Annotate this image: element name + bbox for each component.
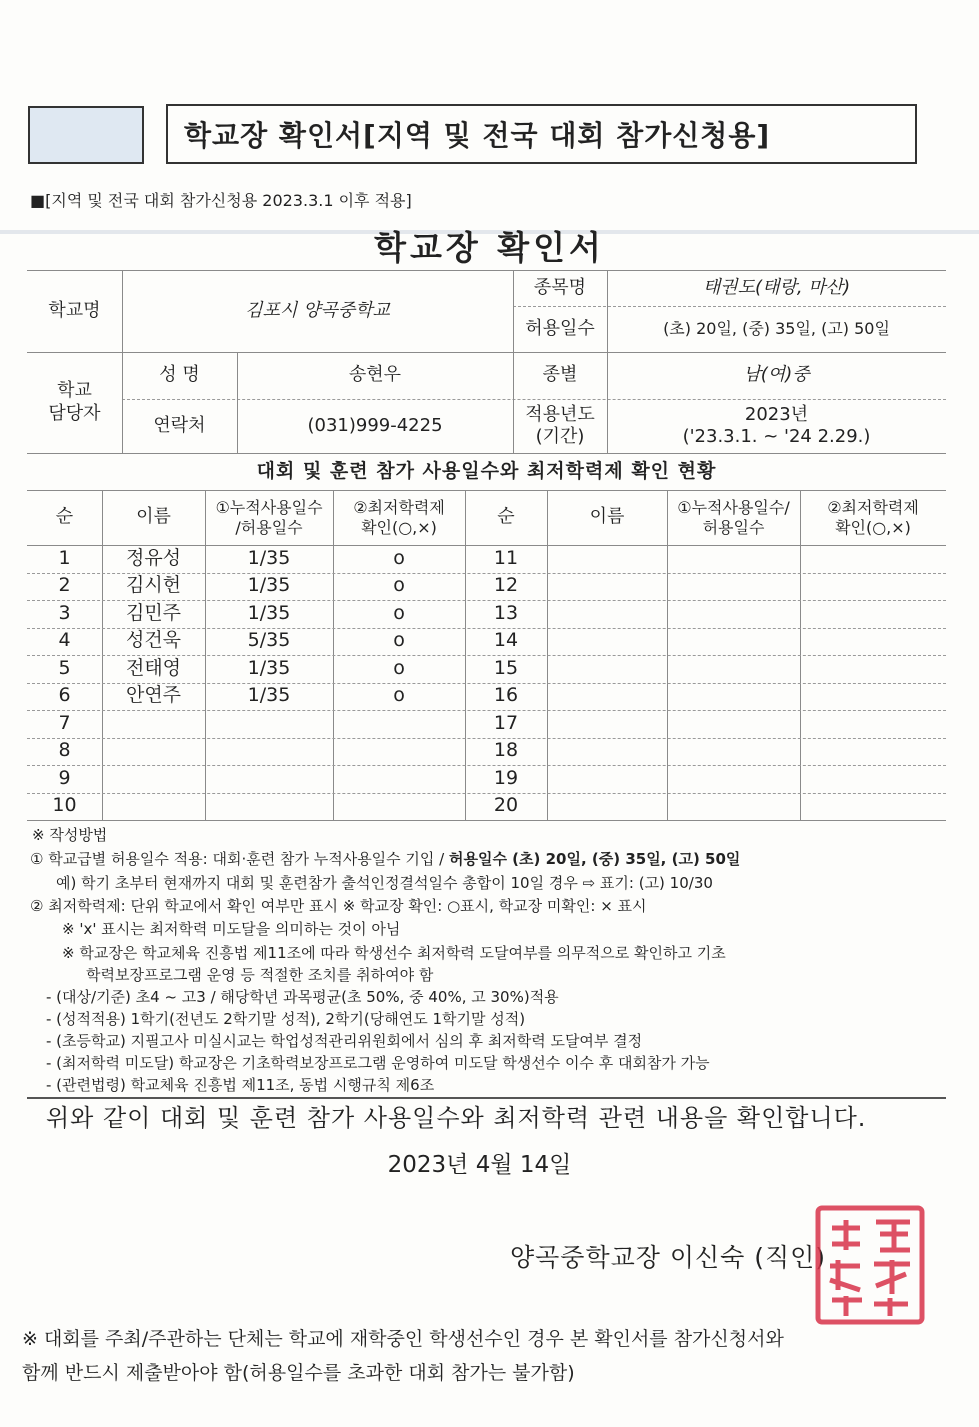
row-left-no: 8 [58, 739, 71, 762]
row-left-check [333, 765, 465, 793]
note-6: 학력보장프로그램 운영 등 적절한 조치를 취하여야 함 [86, 966, 434, 984]
row-right-days [667, 545, 800, 573]
row-left-name: 정유성 [125, 546, 182, 569]
school-value: 김포시 양곡중학교 [245, 299, 390, 321]
note-1: ① 학교급별 허용일수 적용: 대회·훈련 참가 누적사용일수 기입 / 허용일수 (초) 20일, (중) 35일, (고) 50일 [30, 850, 741, 868]
row-right-no: 20 [493, 794, 519, 817]
row-right-no: 14 [493, 629, 519, 652]
row-right-days [667, 600, 800, 628]
row-right-no: 19 [493, 766, 519, 789]
allowed-value: (초) 20일, (중) 35일, (고) 50일 [663, 319, 890, 338]
gender-label: 종별 [542, 364, 578, 386]
note-2: 예) 학기 초부터 현재까지 대회 및 훈련참가 출석인정결석일수 총합이 10일 경우 ⇨ 표기: (고) 10/30 [56, 874, 713, 892]
contact-value: (031)999-4225 [307, 414, 443, 436]
row-left-name: 안연주 [125, 684, 182, 707]
row-left-days [205, 765, 333, 793]
principal-signature: 양곡중학교장 이신숙 (직인) [510, 1243, 827, 1272]
row-right-name [547, 765, 667, 793]
event-label: 종목명 [533, 276, 587, 298]
row-left-days: 1/35 [247, 684, 291, 707]
year-label: 적용년도 (기간) [525, 403, 595, 447]
header-no-right: 순 [497, 506, 515, 528]
row-right-name [547, 628, 667, 656]
row-left-no: 4 [58, 629, 71, 652]
row-right-days [667, 683, 800, 711]
confirm-statement: 위와 같이 대회 및 훈련 참가 사용일수와 최저학력 관련 내용을 확인합니다. [46, 1104, 867, 1132]
row-right-check [800, 655, 946, 683]
note-5: ※ 학교장은 학교체육 진흥법 제11조에 따라 학생선수 최저학력 도달여부를 의무적으로 확인하고 기초 [62, 944, 726, 962]
header-no-left: 순 [55, 506, 74, 528]
header-days-left: ①누적사용일수 /허용일수 [215, 497, 323, 537]
issue-date: 2023년 4월 14일 [387, 1152, 572, 1178]
row-left-name: 김시헌 [125, 574, 182, 597]
header-name-right: 이름 [589, 506, 625, 528]
note-11: - (관련법령) 학교체육 진흥법 제11조, 동법 시행규칙 제6조 [46, 1076, 435, 1094]
row-left-name: 김민주 [125, 601, 182, 624]
row-right-check [800, 628, 946, 656]
row-right-name [547, 738, 667, 766]
row-left-no: 7 [58, 711, 71, 734]
gender-value: 남(여)중 [743, 364, 810, 386]
row-left-name: 전태영 [125, 656, 182, 679]
row-left-check [333, 738, 465, 766]
row-right-check [800, 710, 946, 738]
row-right-no: 15 [493, 656, 519, 679]
manager-label: 학교 담당자 [48, 380, 101, 424]
row-right-no: 18 [493, 739, 519, 762]
row-left-check: o [393, 601, 405, 624]
row-right-no: 13 [493, 601, 519, 624]
row-left-no: 10 [52, 794, 77, 817]
row-left-check: o [393, 546, 405, 569]
row-right-check [800, 545, 946, 573]
row-left-check: o [393, 629, 405, 652]
row-left-check: o [393, 684, 405, 707]
row-left-no: 6 [58, 684, 71, 707]
row-right-check [800, 793, 946, 821]
note-3: ② 최저학력제: 단위 학교에서 확인 여부만 표시 ※ 학교장 확인: ○표시, 학교장 미확인: × 표시 [30, 897, 647, 915]
row-right-name [547, 655, 667, 683]
row-left-name: 성건욱 [125, 629, 182, 652]
row-left-name [102, 765, 205, 793]
footer-note-1: ※ 대회를 주최/주관하는 단체는 학교에 재학중인 학생선수인 경우 본 확인서를 참가신청서와 [22, 1328, 784, 1350]
row-left-no: 9 [58, 766, 71, 789]
row-left-days: 1/35 [247, 574, 291, 597]
row-right-check [800, 765, 946, 793]
row-right-name [547, 600, 667, 628]
subtitle: ■[지역 및 전국 대회 참가신청용 2023.3.1 이후 적용] [30, 191, 412, 210]
row-left-days [205, 793, 333, 821]
row-right-check [800, 683, 946, 711]
row-left-no: 2 [58, 574, 71, 597]
row-left-days: 1/35 [247, 546, 291, 569]
row-left-check [333, 793, 465, 821]
header-days-right: ①누적사용일수/ 허용일수 [677, 497, 790, 537]
row-left-no: 1 [58, 546, 71, 569]
allowed-label: 허용일수 [525, 317, 595, 339]
name-label: 성 명 [159, 364, 200, 386]
official-seal-icon [810, 1200, 930, 1330]
row-right-no: 11 [493, 546, 519, 569]
row-right-days [667, 793, 800, 821]
row-right-check [800, 600, 946, 628]
row-right-days [667, 628, 800, 656]
row-left-days: 1/35 [247, 656, 291, 679]
note-10: - (최저학력 미도달) 학교장은 기초학력보장프로그램 운영하여 미도달 학생선수 이수 후 대회참가 가능 [46, 1054, 710, 1072]
row-right-check [800, 573, 946, 601]
row-left-name [102, 793, 205, 821]
method-title: ※ 작성방법 [32, 826, 108, 844]
header-title: 학교장 확인서[지역 및 전국 대회 참가신청용] [184, 119, 771, 152]
status-title: 대회 및 훈련 참가 사용일수와 최저학력제 확인 현황 [256, 460, 717, 483]
note-4: ※ 'x' 표시는 최저학력 미도달을 의미하는 것이 아님 [62, 920, 401, 938]
row-left-name [102, 738, 205, 766]
row-right-name [547, 683, 667, 711]
footer-note-2: 함께 반드시 제출받아야 함(허용일수를 초과한 대회 참가는 불가함) [22, 1362, 575, 1384]
row-right-days [667, 738, 800, 766]
row-right-name [547, 793, 667, 821]
row-left-days: 5/35 [247, 629, 291, 652]
document-title: 학교장 확인서 [374, 228, 605, 267]
row-left-check: o [393, 656, 405, 679]
header-check-left: ②최저학력제 확인(○,×) [353, 497, 445, 537]
row-left-check [333, 710, 465, 738]
row-right-name [547, 573, 667, 601]
contact-label: 연락처 [153, 414, 206, 436]
row-left-check: o [393, 574, 405, 597]
row-right-no: 12 [493, 574, 519, 597]
year-value: 2023년 ('23.3.1. ~ '24 2.29.) [682, 403, 871, 447]
row-left-days [205, 738, 333, 766]
school-label: 학교명 [48, 299, 101, 321]
row-right-no: 17 [493, 711, 519, 734]
name-value: 송현우 [348, 364, 402, 386]
note-8: - (성적적용) 1학기(전년도 2학기말 성적), 2학기(당해연도 1학기말 성적) [46, 1010, 526, 1028]
event-value: 태권도(태랑, 마산) [702, 276, 851, 298]
row-right-days [667, 655, 800, 683]
row-left-days: 1/35 [247, 601, 291, 624]
header-blank-box [28, 106, 144, 164]
row-right-days [667, 710, 800, 738]
header-check-right: ②최저학력제 확인(○,×) [827, 497, 919, 537]
row-left-no: 5 [58, 656, 71, 679]
row-right-days [667, 765, 800, 793]
note-7: - (대상/기준) 초4 ~ 고3 / 해당학년 과목평균(초 50%, 중 40%, 고 30%)적용 [46, 988, 559, 1006]
row-left-days [205, 710, 333, 738]
row-right-name [547, 545, 667, 573]
header-title-box [166, 104, 917, 164]
header-name-left: 이름 [136, 506, 171, 528]
note-9: - (초등학교) 지필고사 미실시교는 학업성적관리위원회에서 심의 후 최저학력 도달여부 결정 [46, 1032, 643, 1050]
row-right-check [800, 738, 946, 766]
row-right-days [667, 573, 800, 601]
row-left-no: 3 [58, 601, 71, 624]
row-left-name [102, 710, 205, 738]
row-right-no: 16 [493, 684, 519, 707]
row-right-name [547, 710, 667, 738]
